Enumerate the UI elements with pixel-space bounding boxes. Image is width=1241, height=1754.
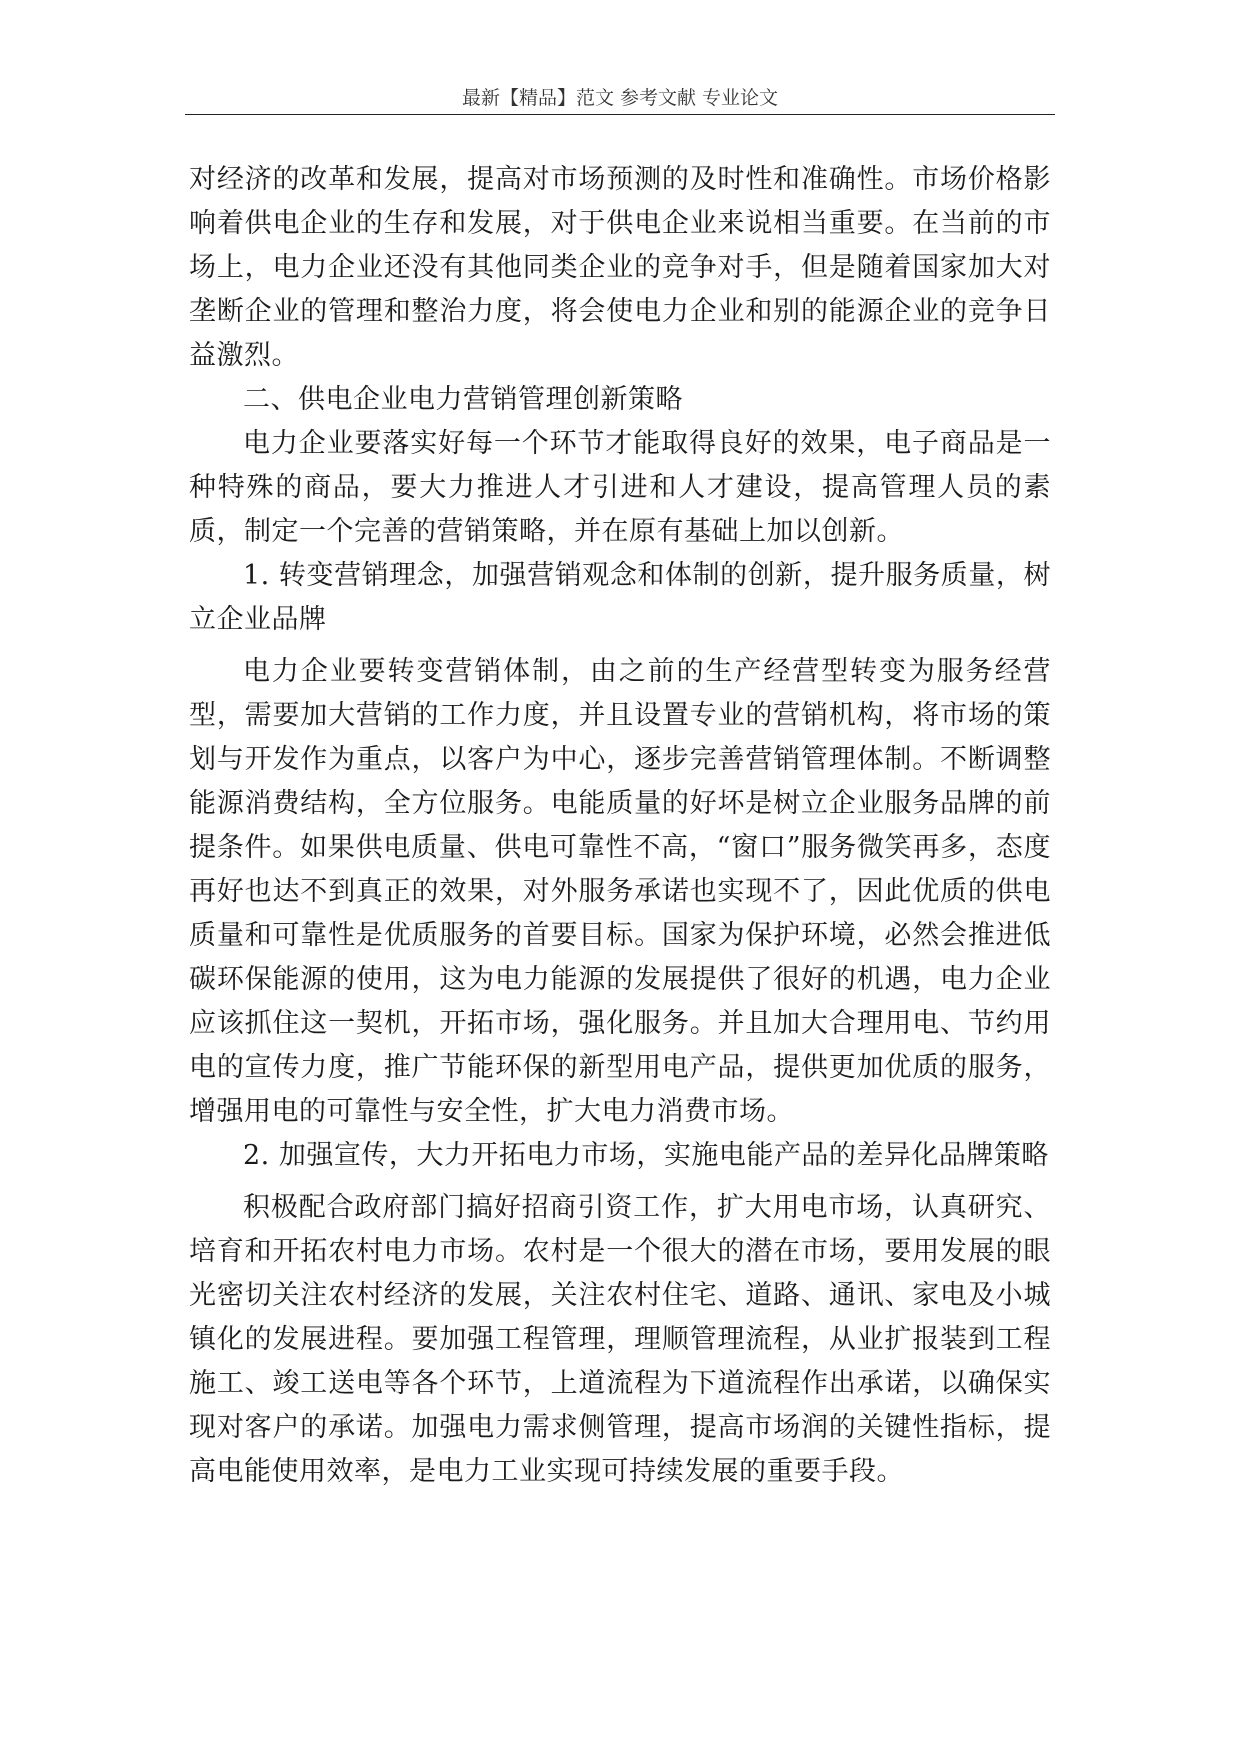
header-divider (185, 114, 1055, 115)
paragraph-continuation: 对经济的改革和发展，提高对市场预测的及时性和准确性。市场价格影响着供电企业的生存和发展，对于供电企业来说相当重要。在当前的市场上，电力企业还没有其他同类企业的竞争对手，但是随着国家加大对垄断企业的管理和整治力度，将会使电力企业和别的能源企业的竞争日益激烈。 (189, 164, 1051, 371)
page-header: 最新【精品】范文 参考文献 专业论文 (461, 87, 779, 109)
paragraph: 积极配合政府部门搞好招商引资工作，扩大用电市场，认真研究、培育和开拓农村电力市场。农村是一个很大的潜在市场，要用发展的眼光密切关注农村经济的发展，关注农村住宅、道路、通讯、家电及小城镇化的发展进程。要加强工程管理，理顺管理流程，从业扩报装到工程施工、竣工送电等各个环节，上道流程为下道流程作出承诺，以确保实现对客户的承诺。加强电力需求侧管理，提高市场润的关键性指标，提高电能使用效率，是电力工业实现可持续发展的重要手段。 (189, 1192, 1051, 1487)
paragraph: 电力企业要落实好每一个环节才能取得良好的效果，电子商品是一种特殊的商品，要大力推进人才引进和人才建设，提高管理人员的素质，制定一个完善的营销策略，并在原有基础上加以创新。 (189, 428, 1051, 547)
subsection-heading-2: 2. 加强宣传，大力开拓电力市场，实施电能产品的差异化品牌策略 (243, 1140, 1049, 1171)
subsection-heading-1: 1. 转变营销理念，加强营销观念和体制的创新，提升服务质量，树立企业品牌 (189, 560, 1051, 635)
paragraph: 电力企业要转变营销体制，由之前的生产经营型转变为服务经营型，需要加大营销的工作力度，并且设置专业的营销机构，将市场的策划与开发作为重点，以客户为中心，逐步完善营销管理体制。不断调整能源消费结构，全方位服务。电能质量的好坏是树立企业服务品牌的前提条件。如果供电质量、供电可靠性不高，“窗口”服务微笑再多，态度再好也达不到真正的效果，对外服务承诺也实现不了，因此优质的供电质量和可靠性是优质服务的首要目标。国家为保护环境，必然会推进低碳环保能源的使用，这为电力能源的发展提供了很好的机遇，电力企业应该抓住这一契机，开拓市场，强化服务。并且加大合理用电、节约用电的宣传力度，推广节能环保的新型用电产品，提供更加优质的服务，增强用电的可靠性与安全性，扩大电力消费市场。 (189, 656, 1051, 1127)
section-heading: 二、供电企业电力营销管理创新策略 (243, 384, 683, 415)
document-body (189, 158, 1051, 1494)
